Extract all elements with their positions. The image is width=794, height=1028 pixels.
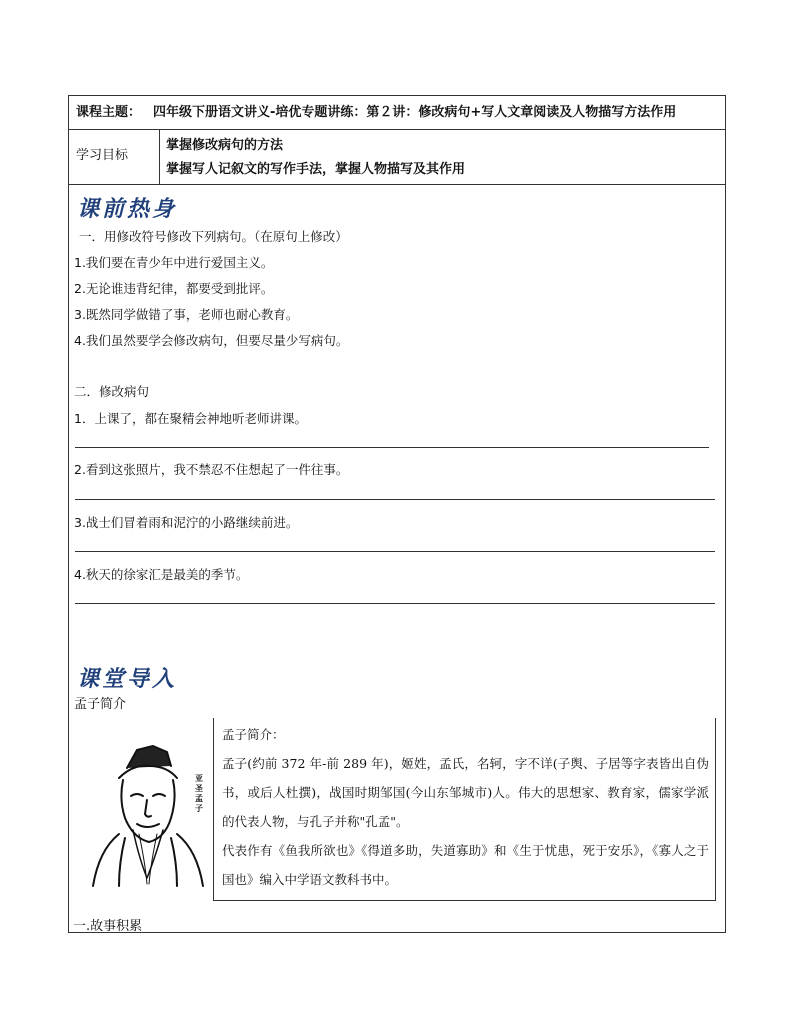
subject-title: 四年级下册语文讲义-培优专题讲练：第２讲：修改病句+写人文章阅读及人物描写方法作用: [153, 105, 677, 120]
answer-line[interactable]: [75, 447, 709, 448]
exercise-item: 3.既然同学做错了事，老师也耐心教育。: [74, 307, 299, 322]
exercise-item: 4.我们虽然要学会修改病句，但要尽量少写病句。: [74, 333, 349, 348]
part2-heading: 二．修改病句: [74, 384, 150, 399]
goal-item: 掌握修改病句的方法: [166, 138, 284, 153]
stories-heading: 一.故事积累: [73, 919, 143, 934]
goal-item: 掌握写人记叙文的写作手法，掌握人物描写及其作用: [166, 162, 466, 177]
exercise-item: 2.无论谁违背纪律，都要受到批评。: [74, 281, 274, 296]
answer-line[interactable]: [75, 551, 715, 552]
mencius-bio-box: [213, 718, 716, 900]
exercise-item: 3.战士们冒着雨和泥泞的小路继续前进。: [74, 515, 299, 530]
intro-caption: 孟子简介: [74, 697, 127, 712]
bio-heading: 孟子简介：: [222, 727, 285, 742]
bio-box-bottom-border: [213, 900, 716, 901]
answer-line[interactable]: [75, 603, 715, 604]
exercise-item: 2.看到这张照片，我不禁忍不住想起了一件往事。: [74, 462, 349, 477]
bio-paragraph: 孟子(约前 372 年-前 289 年)，姬姓，孟氏，名轲，字不详(子舆、子居等字表皆出自伪书，或后人杜撰)，战国时期邹国(今山东邹城市)人。伟大的思想家、教育家，儒家学派的代表人物，与孔子并称"孔孟"。: [222, 756, 709, 829]
worksheet-frame: [68, 95, 726, 933]
mencius-portrait-image: [89, 738, 207, 888]
exercise-item: 1.我们要在青少年中进行爱国主义。: [74, 255, 274, 270]
part1-heading: 一．用修改符号修改下列病句。（在原句上修改）: [79, 229, 348, 244]
warmup-section-title: 课前热身: [77, 196, 178, 222]
goals-label: 学习目标: [69, 130, 160, 184]
course-subject-row: [69, 96, 725, 130]
exercise-item: 1．上课了，都在聚精会神地听老师讲课。: [74, 411, 307, 426]
intro-section-title: 课堂导入: [77, 666, 178, 692]
answer-line[interactable]: [75, 499, 715, 500]
portrait-seal-text: 亚圣孟子: [195, 774, 203, 813]
subject-label: 课程主题：: [76, 105, 142, 120]
exercise-item: 4.秋天的徐家汇是最美的季节。: [74, 567, 249, 582]
bio-paragraph: 代表作有《鱼我所欲也》《得道多助，失道寡助》和《生于忧患，死于安乐》，《寡人之于国也》编入中学语文教科书中。: [222, 843, 709, 887]
learning-goals-row: [69, 130, 725, 185]
